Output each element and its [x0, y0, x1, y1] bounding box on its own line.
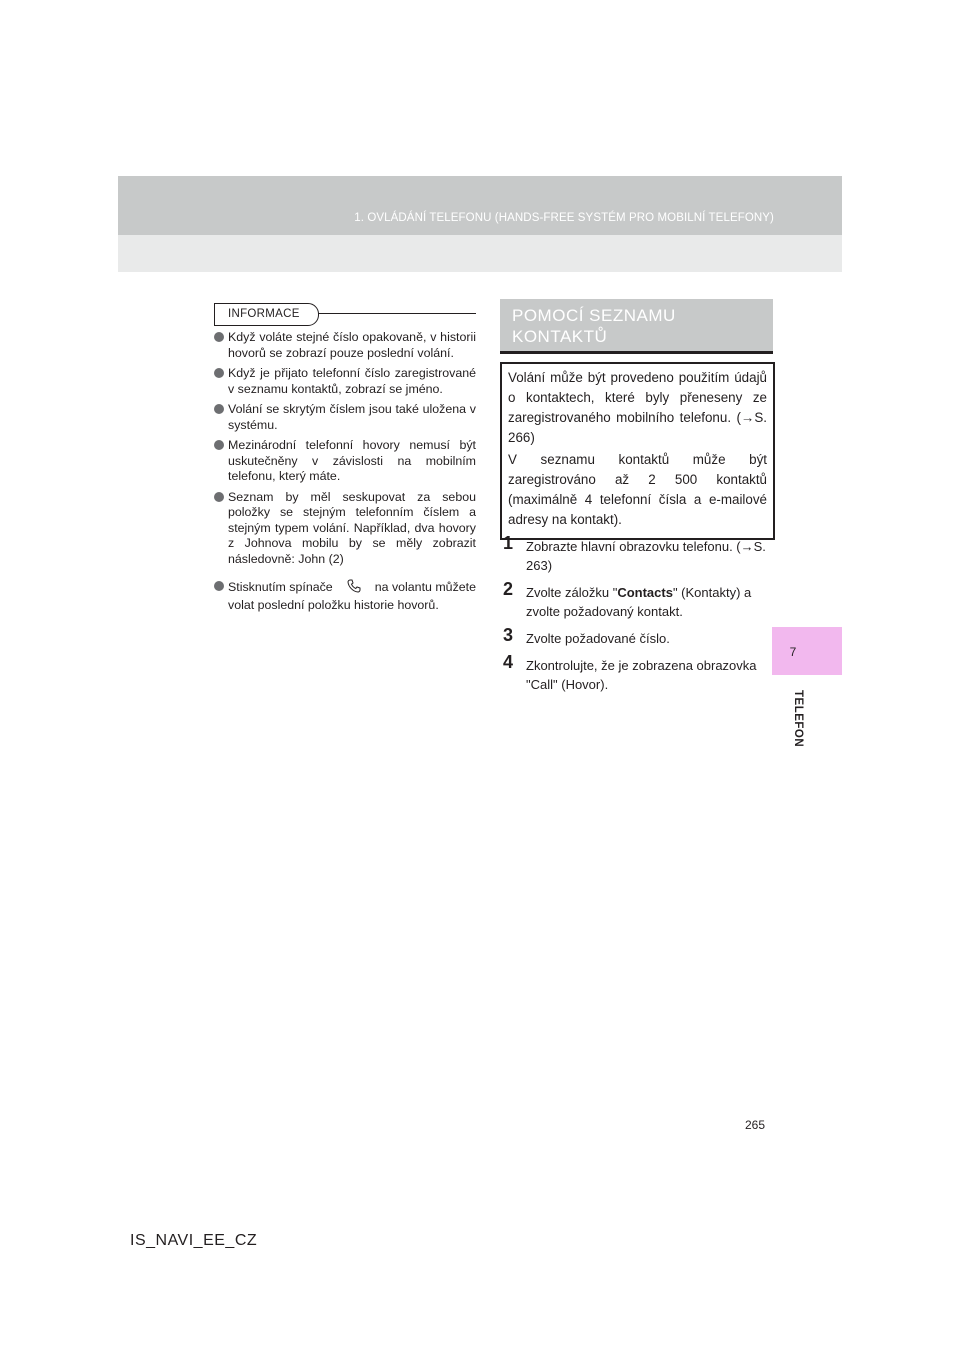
circle-bullet-icon — [214, 332, 224, 342]
info-badge: INFORMACE — [214, 303, 319, 326]
circle-bullet-icon — [214, 368, 224, 378]
chapter-header-title: 1. OVLÁDÁNÍ TELEFONU (HANDS-FREE SYSTÉM PRO MOBILNÍ TELEFONY) — [354, 212, 774, 224]
chapter-number: 7 — [789, 645, 797, 659]
step-item: 2 Zvolte záložku "Contacts" (Kontakty) a zvolte požadovaný kontakt. — [503, 579, 752, 619]
info-list — [214, 330, 476, 618]
section-header — [500, 299, 773, 351]
step-number: 1 — [503, 533, 514, 553]
info-item: Seznam by měl seskupovat za sebou položky se stejným telefonním číslem a stejným typem volání. Například, dva hovory z Johnova mobilu by se měly zobrazit následovně: John (2) — [214, 490, 476, 568]
header-band — [118, 176, 842, 272]
circle-bullet-icon — [214, 440, 224, 450]
contacts-tab-label: Contacts — [617, 585, 673, 600]
intro-box — [500, 362, 775, 540]
info-item: Když je přijato telefonní číslo zaregistrované v seznamu kontaktů, zobrazí se jméno. — [214, 366, 476, 397]
step-item: 4 Zkontrolujte, že je zobrazena obrazovka "Call" (Hovor). — [503, 652, 757, 692]
chapter-tab — [772, 627, 842, 675]
header-title-bar — [118, 176, 842, 235]
info-item: Stisknutím spínače na volantu můžete volat poslední položku historie hovorů. — [214, 579, 476, 613]
section-title: POMOCÍ SEZNAMU KONTAKTŮ — [512, 306, 676, 346]
step-item: 3 Zvolte požadované číslo. — [503, 625, 670, 646]
step-item: 1 Zobrazte hlavní obrazovku telefonu. (→S. 263) — [503, 533, 766, 573]
intro-paragraph: Volání může být provedeno použitím údajů o kontaktech, které byly přeneseny ze zaregistrovaného mobilního telefonu. (→S. 266) — [508, 370, 767, 445]
chapter-label: TELEFON — [792, 690, 804, 748]
intro-paragraph: V seznamu kontaktů může být zaregistrováno až 2 500 kontaktů (maximálně 4 telefonní čísla a e-mailové adresy na kontakt). — [508, 452, 767, 527]
step-number: 3 — [503, 625, 514, 645]
step-number: 4 — [503, 652, 514, 672]
circle-bullet-icon — [214, 581, 224, 591]
info-item: Volání se skrytým číslem jsou také uložena v systému. — [214, 402, 476, 433]
info-item: Mezinárodní telefonní hovory nemusí být uskutečněny v závislosti na mobilním telefonu, který máte. — [214, 438, 476, 485]
phone-handset-icon — [347, 579, 361, 598]
circle-bullet-icon — [214, 492, 224, 502]
steps-list — [500, 533, 773, 702]
page-number: 265 — [745, 1118, 766, 1132]
info-item: Když voláte stejné číslo opakovaně, v historii hovorů se zobrazí pouze poslední volání. — [214, 330, 476, 361]
section-rule — [500, 351, 773, 354]
step-number: 2 — [503, 579, 514, 599]
circle-bullet-icon — [214, 404, 224, 414]
document-code: IS_NAVI_EE_CZ — [130, 1232, 258, 1249]
